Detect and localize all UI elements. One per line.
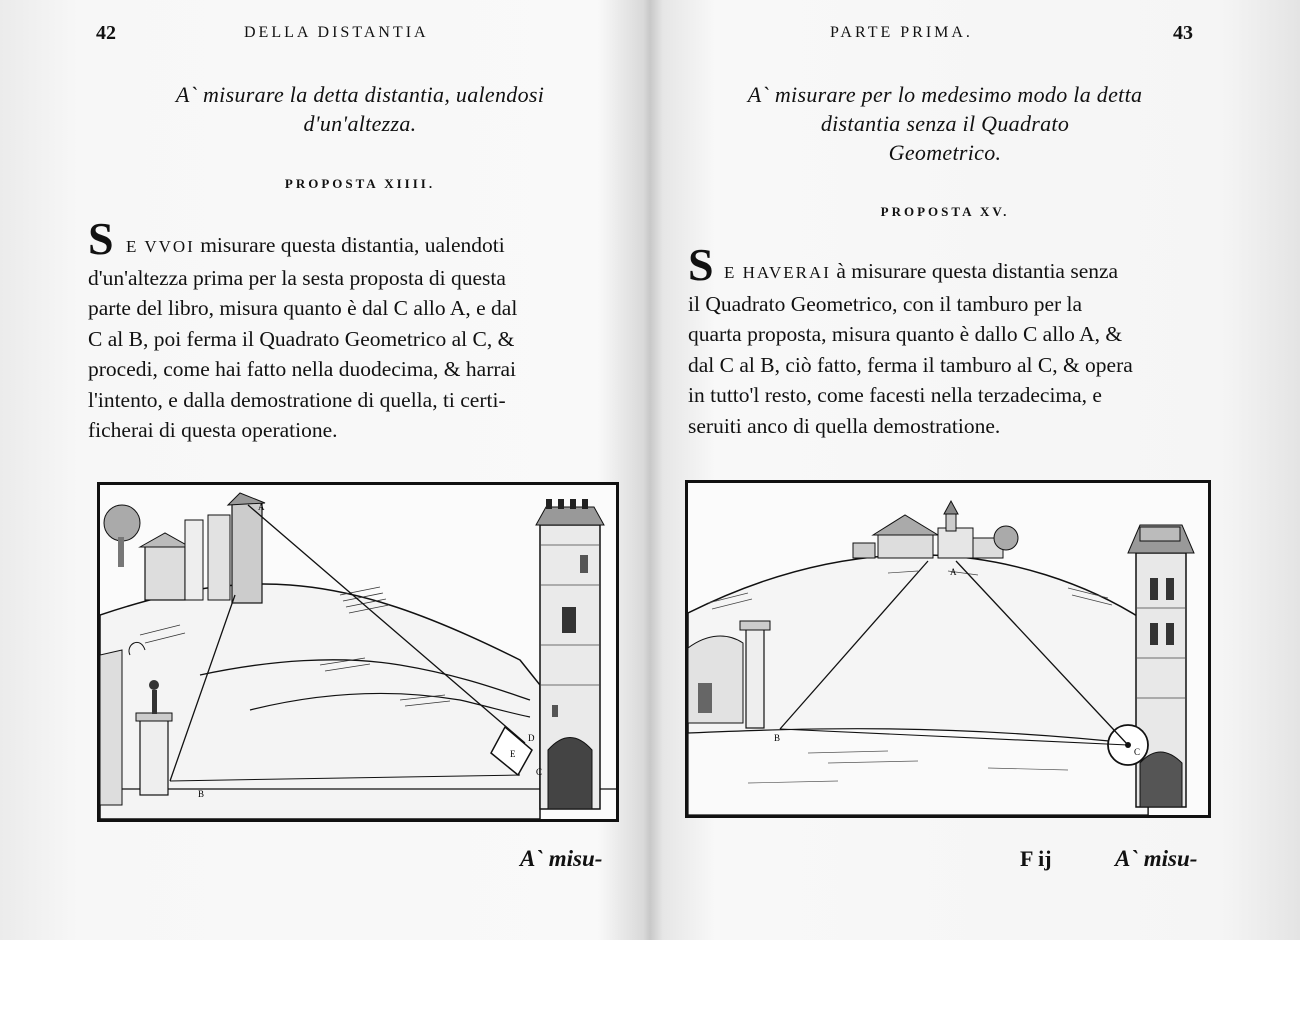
right-catchword: A` misu- xyxy=(1115,846,1198,871)
left-drop-cap: S xyxy=(88,213,114,264)
right-title-line: distantia senza il Quadrato xyxy=(820,111,1070,136)
figure-label-d: D xyxy=(528,733,535,743)
left-proposition-heading: PROPOSTA XIIII. xyxy=(284,176,436,191)
right-body-line: seruiti anco di quella demostratione. xyxy=(688,413,1001,438)
right-lead-word: E HAVERAI xyxy=(724,263,831,282)
figure-label-a: A xyxy=(258,502,265,512)
right-page-number: 43 xyxy=(1173,22,1193,44)
left-running-head: DELLA DISTANTIA xyxy=(244,24,429,41)
bottom-white-margin xyxy=(0,940,1300,1032)
right-body-line: in tutto'l resto, come facesti nella terzadecima, e xyxy=(688,383,1102,407)
right-drop-cap: S xyxy=(688,239,714,290)
figure-label-c: C xyxy=(536,767,543,777)
right-body-line: quarta proposta, misura quanto è dallo C allo A, & xyxy=(688,322,1123,346)
figure-label-e: E xyxy=(510,749,516,759)
right-title-line: Geometrico. xyxy=(888,140,1002,165)
right-running-head: PARTE PRIMA. xyxy=(830,24,973,41)
left-title-line: A` misurare la detta distantia, ualendosi xyxy=(175,82,545,107)
right-signature-mark: F ij xyxy=(1020,846,1052,871)
figure-label-a: A xyxy=(950,567,957,577)
right-body-line: dal C al B, ciò fatto, ferma il tamburo al C, & opera xyxy=(688,352,1133,377)
right-woodcut-illustration xyxy=(685,480,1211,818)
right-title-line: A` misurare per lo medesimo modo la detta xyxy=(747,82,1143,107)
left-body-line: l'intento, e dalla demostratione di quella, ti certi- xyxy=(88,387,506,412)
right-woodcut-svg xyxy=(688,483,1208,815)
left-body-line: misurare questa distantia, ualendoti xyxy=(200,233,505,257)
left-title xyxy=(100,80,620,138)
left-page xyxy=(0,0,645,940)
figure-label-c: C xyxy=(1134,747,1141,757)
left-body-line: procedi, come hai fatto nella duodecima, & harrai xyxy=(88,357,517,381)
left-title-line: d'un'altezza. xyxy=(303,111,417,136)
figure-label-b: B xyxy=(774,733,781,743)
left-body-line: C al B, poi ferma il Quadrato Geometrico al C, & xyxy=(88,326,515,351)
left-page-number: 42 xyxy=(96,22,116,44)
left-woodcut-svg xyxy=(100,485,616,819)
left-body-line: ficherai di questa operatione. xyxy=(88,418,338,442)
left-catchword: A` misu- xyxy=(520,846,603,871)
right-body-text xyxy=(688,256,1213,441)
right-body-line: il Quadrato Geometrico, con il tamburo per la xyxy=(688,291,1083,316)
right-page xyxy=(655,0,1300,940)
left-body-text xyxy=(88,230,616,446)
right-body-line: à misurare questa distantia senza xyxy=(836,259,1119,283)
left-body-line: parte del libro, misura quanto è dal C allo A, e dal xyxy=(88,296,518,320)
right-title xyxy=(685,80,1205,167)
right-proposition-heading: PROPOSTA XV. xyxy=(880,204,1010,219)
left-body-line: d'un'altezza prima per la sesta proposta di questa xyxy=(88,265,506,290)
figure-label-b: B xyxy=(198,789,205,799)
left-woodcut-illustration xyxy=(97,482,619,822)
left-lead-word: E VVOI xyxy=(126,237,195,256)
